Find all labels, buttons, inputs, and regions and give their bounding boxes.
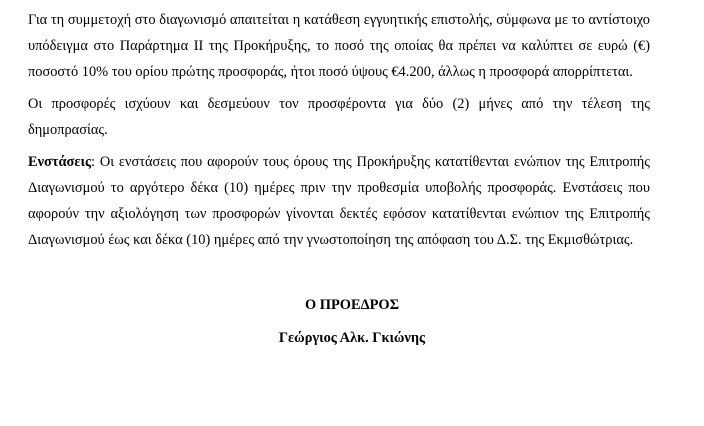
signature-title: Ο ΠΡΟΕΔΡΟΣ — [305, 297, 399, 313]
document-body — [28, 7, 650, 253]
paragraph-line: δημοπρασίας. — [28, 122, 108, 138]
validity-paragraph — [28, 91, 650, 143]
paragraph-line: Οι προσφορές ισχύουν και δεσμεύουν τον προσφέροντα για δύο (2) μήνες από την τέλεση της — [28, 96, 650, 112]
objections-first-line: : Οι ενστάσεις που αφορούν τους όρους της Προκήρυξης κατατίθενται ενώπιον της Επιτροπής — [91, 154, 650, 170]
guarantee-paragraph — [28, 7, 650, 85]
paragraph-line: ποσοστό 10% του ορίου πρώτης προσφοράς, ήτοι ποσό ύψους €4.200, άλλως η προσφορά απορρίπτεται. — [28, 64, 633, 80]
paragraph-line: υπόδειγμα στο Παράρτημα ΙΙ της Προκήρυξης, το ποσό της οποίας θα πρέπει να καλύπτει σε ευρώ (€) — [28, 38, 650, 54]
paragraph-line: αφορούν την αξιολόγηση των προσφορών γίνονται δεκτές εφόσον κατατίθενται ενώπιον της Επιτροπής — [28, 206, 650, 222]
paragraph-line: Για τη συμμετοχή στο διαγωνισμό απαιτείται η κατάθεση εγγυητικής επιστολής, σύμφωνα με το αντίστοιχο — [28, 12, 650, 28]
paragraph-line: Διαγωνισμού έως και δέκα (10) ημέρες από την γνωστοποίηση της απόφαση του Δ.Σ. της Εκμισθώτριας. — [28, 232, 634, 248]
paragraph-line: Διαγωνισμού το αργότερο δέκα (10) ημέρες πριν την προθεσμία υποβολής προσφοράς. Ενστάσεις που — [28, 180, 650, 196]
paragraph-line — [28, 149, 650, 175]
objections-label: Ενστάσεις — [28, 154, 92, 170]
signature-name: Γεώργιος Αλκ. Γκιώνης — [278, 330, 426, 346]
objections-paragraph — [28, 149, 650, 253]
